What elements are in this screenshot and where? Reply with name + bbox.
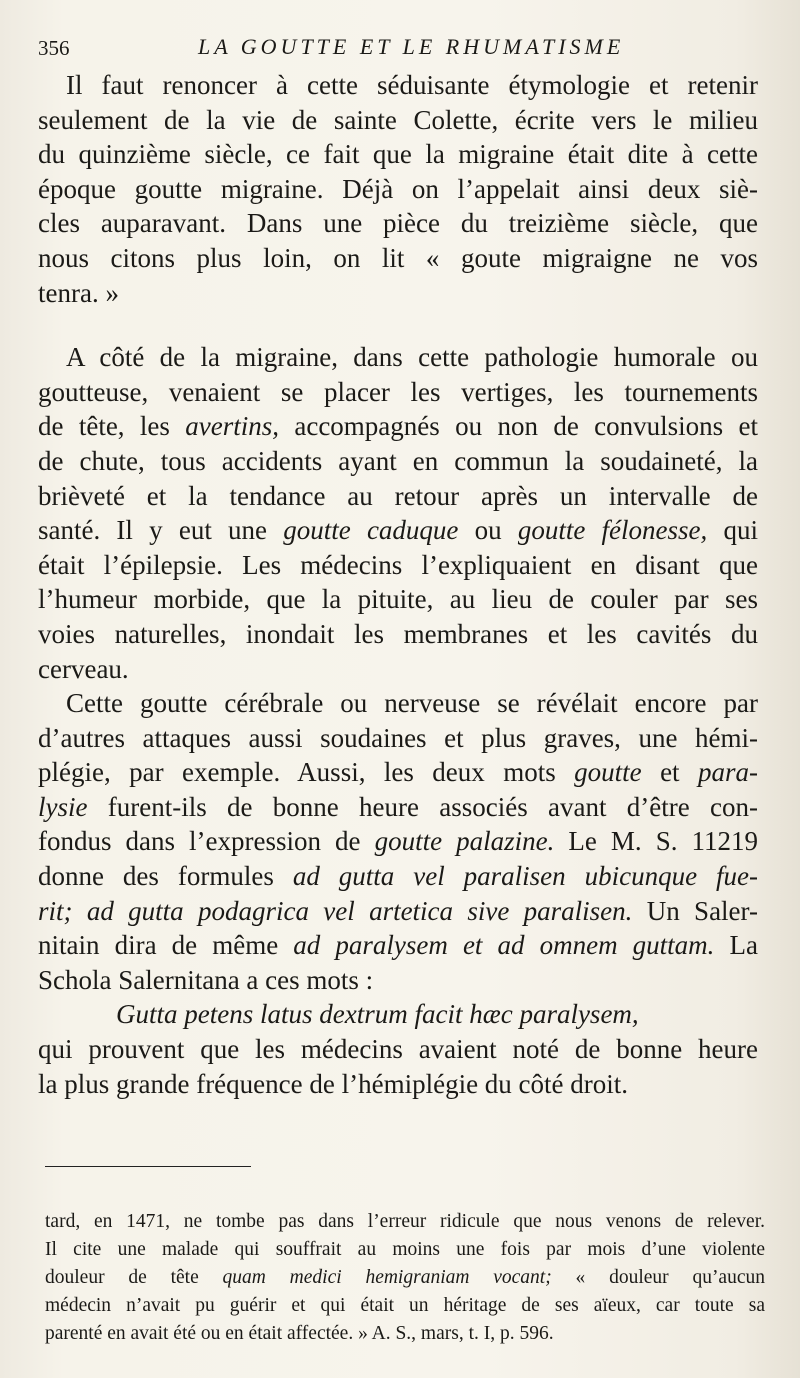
text-run: nitain dira de même — [38, 930, 294, 961]
text-run: ou — [458, 515, 518, 546]
text-line — [38, 928, 758, 963]
italic-term: avertins, — [185, 411, 279, 442]
text-line: goutteuse, venaient se placer les vertiges, les tournements — [38, 376, 758, 407]
footnote-line: tard, en 1471, ne tombe pas dans l’erreur ridicule que nous venons de relever. — [45, 1211, 765, 1232]
paragraph-etymology — [38, 68, 758, 310]
text-line: cerveau. — [38, 653, 129, 684]
text-line — [38, 790, 758, 825]
text-line: la plus grande fréquence de l’hémiplégie du côté droit. — [38, 1068, 629, 1099]
italic-term: lysie — [38, 791, 88, 822]
footnote-line — [45, 1264, 765, 1292]
text-run: « douleur qu’aucun — [551, 1267, 765, 1288]
text-line: voies naturelles, inondait les membranes et les cavités du — [38, 618, 758, 649]
page-number: 356 — [38, 36, 70, 60]
text-run: qui — [707, 515, 758, 546]
paragraph-paralysis — [38, 686, 758, 1101]
text-run: et — [641, 757, 698, 788]
text-run: furent-ils de bonne heure associés avant d’être con- — [87, 791, 758, 822]
text-line — [38, 409, 758, 444]
text-line: époque goutte migraine. Déjà on l’appelait ainsi deux siè- — [38, 173, 758, 204]
footnote-line: Il cite une malade qui souffrait au moins une fois par mois d’une violente — [45, 1239, 765, 1260]
italic-term: goutte félonesse, — [517, 515, 708, 546]
text-run: donne des formules — [38, 861, 293, 892]
text-line: nous citons plus loin, on lit « goute migraigne ne vos — [38, 242, 758, 273]
main-text — [38, 68, 758, 1101]
text-run: accompagnés ou non de convulsions et — [279, 411, 758, 442]
text-line: Schola Salernitana a ces mots : — [38, 964, 374, 995]
text-line — [38, 513, 758, 548]
verse-quotation — [38, 997, 758, 1032]
text-line: Il faut renoncer à cette séduisante étymologie et retenir — [66, 70, 758, 100]
text-line — [38, 859, 758, 894]
italic-latin: ad gutta vel paralisen ubicunque fue- — [292, 861, 758, 892]
italic-latin: Gutta petens latus dextrum facit hæc paralysem, — [116, 999, 639, 1030]
paragraph-spacer — [38, 310, 758, 340]
text-line: brièveté et la tendance au retour après un intervalle de — [38, 480, 758, 511]
text-line: qui prouvent que les médecins avaient noté de bonne heure — [38, 1034, 758, 1065]
italic-latin: rit; ad gutta podagrica vel artetica sive paralisen. — [38, 895, 633, 926]
text-run: Un Saler- — [632, 895, 758, 926]
footnote — [45, 1208, 765, 1348]
italic-latin: quam medici hemigraniam vocant; — [222, 1267, 552, 1288]
text-line: seulement de la vie de sainte Colette, écrite vers le milieu — [38, 104, 758, 135]
text-line — [38, 824, 758, 859]
footnote-line: médecin n’avait pu guérir et qui était un héritage de ses aïeux, car toute sa — [45, 1295, 765, 1316]
text-line: d’autres attaques aussi soudaines et plus graves, une hémi- — [38, 722, 758, 753]
text-line: de chute, tous accidents ayant en commun la soudaineté, la — [38, 445, 758, 476]
text-run: La — [714, 930, 759, 961]
text-line — [38, 755, 758, 790]
text-line: cles auparavant. Dans une pièce du treizième siècle, que — [38, 208, 758, 239]
paragraph-vertigo — [38, 340, 758, 686]
footnote-rule — [45, 1166, 251, 1167]
text-run: santé. Il y eut une — [38, 515, 284, 546]
text-line: était l’épilepsie. Les médecins l’expliquaient en disant que — [38, 549, 758, 580]
text-run: douleur de tête — [45, 1267, 223, 1288]
text-line: Cette goutte cérébrale ou nerveuse se révélait encore par — [66, 688, 758, 719]
text-run: plégie, par exemple. Aussi, les deux mots — [38, 757, 575, 788]
text-line: A côté de la migraine, dans cette pathologie humorale ou — [66, 342, 758, 373]
page-header — [38, 30, 768, 64]
italic-latin: ad paralysem et ad omnem guttam. — [293, 930, 715, 961]
text-run: fondus dans l’expression de — [38, 826, 375, 857]
text-line: tenra. » — [38, 277, 119, 308]
italic-term: para- — [697, 757, 758, 788]
text-line: l’humeur morbide, que la pituite, au lieu de couler par ses — [38, 584, 758, 615]
italic-term: goutte — [574, 757, 642, 788]
text-line — [38, 894, 758, 929]
running-title: LA GOUTTE ET LE RHUMATISME — [198, 34, 625, 59]
text-run: de tête, les — [38, 411, 186, 442]
italic-term: goutte palazine. — [374, 826, 555, 857]
italic-term: goutte caduque — [283, 515, 459, 546]
text-line: du quinzième siècle, ce fait que la migraine était dite à cette — [38, 139, 758, 170]
text-run: Le M. S. 11219 — [554, 826, 759, 857]
footnote-line: parenté en avait été ou en était affectée. » A. S., mars, t. I, p. 596. — [45, 1323, 554, 1344]
